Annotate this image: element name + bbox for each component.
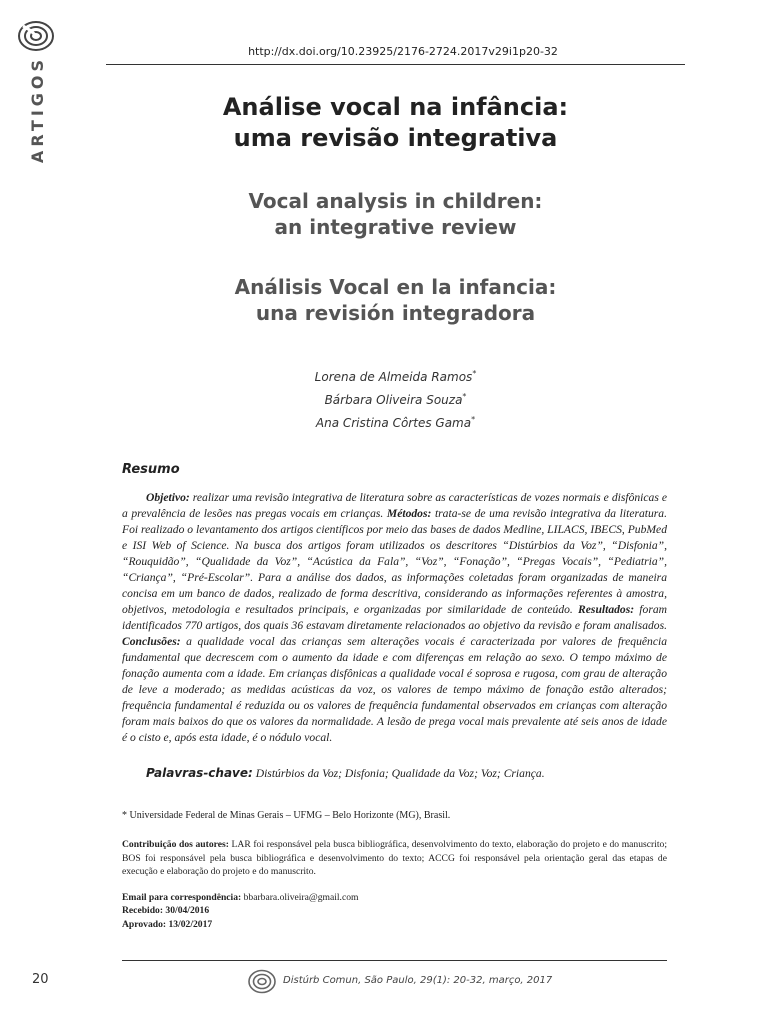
author: Lorena de Almeida Ramos* bbox=[314, 369, 477, 384]
objetivo-label: Objetivo: bbox=[146, 491, 190, 504]
title-en-line-2: an integrative review bbox=[274, 215, 517, 239]
title-spanish bbox=[106, 274, 685, 326]
abstract-body: Objetivo: realizar uma revisão integrativa de literatura sobre as características de vozes normais e disfônicas e a prevalência de lesões nas pregas vocais em crianças. Métodos: trata-se de uma revisão integrativa da literatura. Foi realizado o levantamento dos artigos científicos por meio das bases de dados Medline, LILACS, IBECS, PubMed e ISI Web of Science. Na busca dos artigos foram utilizados os descritores “Distúrbios da Voz”, “Disfonia”, “Rouquidão”, “Qualidade da Voz”, “Acústica da Fala”, “Voz”, “Fonação”, “Pregas Vocais”, “Pediatria”, “Criança”, “Pré-Escolar”. Para a análise dos dados, as informações coletadas foram organizadas de maneira concisa em um banco de dados, realizado de forma descritiva, considerando as informações referentes à amostra, objetivos, metodologia e resultados principais, e organizadas por similaridade de conteúdo. Resultados: foram identificados 770 artigos, dos quais 36 estavam diretamente relacionados ao objetivo da revisão e foram analisados. Conclusões: a qualidade vocal das crianças sem alterações vocais é caracterizada por valores de frequência fundamental que decrescem com o aumento da idade e com diferenças em relação ao sexo. O tempo máximo de fonação aumenta com a idade. Em crianças disfônicas a qualidade vocal é soprosa e rugosa, com grau de alteração de leve a moderado; as medidas acústicas da voz, os valores de tempo máximo de fonação estão alterados; frequência fundamental é reduzida ou os valores de frequência fundamental observados em crianças com alteração foram mais baixos do que os valores da normalidade. A lesão de prega vocal mais prevalente até seis anos de idade é o cisto e, após esta idade, é o nódulo vocal. bbox=[122, 491, 667, 744]
author: Bárbara Oliveira Souza* bbox=[324, 392, 467, 407]
title-es-line-1: Análisis Vocal en la infancia: bbox=[234, 275, 557, 299]
received-date: Recebido: 30/04/2016 bbox=[122, 905, 210, 917]
metodos-label: Métodos: bbox=[386, 507, 432, 520]
doi-link[interactable]: http://dx.doi.org/10.23925/2176-2724.2017v29i1p20-32 bbox=[248, 45, 558, 58]
conclusoes-label: Conclusões: bbox=[122, 635, 181, 648]
abstract-heading: Resumo bbox=[122, 462, 180, 477]
author-contribution: Contribuição dos autores: LAR foi responsável pela busca bibliográfica, desenvolvimento do texto, elaboração do projeto e do manuscrito; BOS foi responsável pela busca bibliográfica e desenvolvimento do texto; ACCG foi responsável pela orientação geral das etapas de execução e elaboração do projeto e do manuscrito. bbox=[122, 839, 667, 878]
keywords bbox=[146, 766, 667, 780]
title-pt-line-1: Análise vocal na infância: bbox=[222, 93, 569, 121]
author: Ana Cristina Côrtes Gama* bbox=[315, 415, 476, 430]
correspondence-block bbox=[122, 891, 667, 931]
keywords-label: Palavras-chave: bbox=[146, 766, 253, 780]
email-link[interactable]: bbarbara.oliveira@gmail.com bbox=[241, 892, 359, 903]
journal-logo-small-icon bbox=[247, 969, 277, 994]
resultados-label: Resultados: bbox=[578, 603, 635, 616]
section-label-text: ARTIGOS bbox=[28, 55, 47, 164]
affiliation-note: * Universidade Federal de Minas Gerais – UFMG – Belo Horizonte (MG), Brasil. bbox=[122, 810, 451, 821]
keywords-text: Distúrbios da Voz; Disfonia; Qualidade da Voz; Voz; Criança. bbox=[252, 767, 545, 780]
section-label bbox=[14, 55, 62, 175]
title-es-line-2: una revisión integradora bbox=[255, 301, 536, 325]
journal-citation: Distúrb Comun, São Paulo, 29(1): 20-32, março, 2017 bbox=[283, 975, 553, 986]
author-list bbox=[106, 364, 685, 433]
title-pt-line-2: uma revisão integrativa bbox=[233, 124, 558, 152]
journal-logo-icon bbox=[17, 20, 55, 52]
title-en-line-1: Vocal analysis in children: bbox=[248, 189, 543, 213]
title-portuguese bbox=[106, 92, 685, 154]
page-number: 20 bbox=[32, 972, 49, 987]
email-line: Email para correspondência: bbarbara.oliveira@gmail.com bbox=[122, 892, 359, 903]
footer-divider bbox=[122, 960, 667, 961]
title-english bbox=[106, 188, 685, 240]
header-divider bbox=[106, 64, 685, 65]
approved-date: Aprovado: 13/02/2017 bbox=[122, 918, 213, 930]
